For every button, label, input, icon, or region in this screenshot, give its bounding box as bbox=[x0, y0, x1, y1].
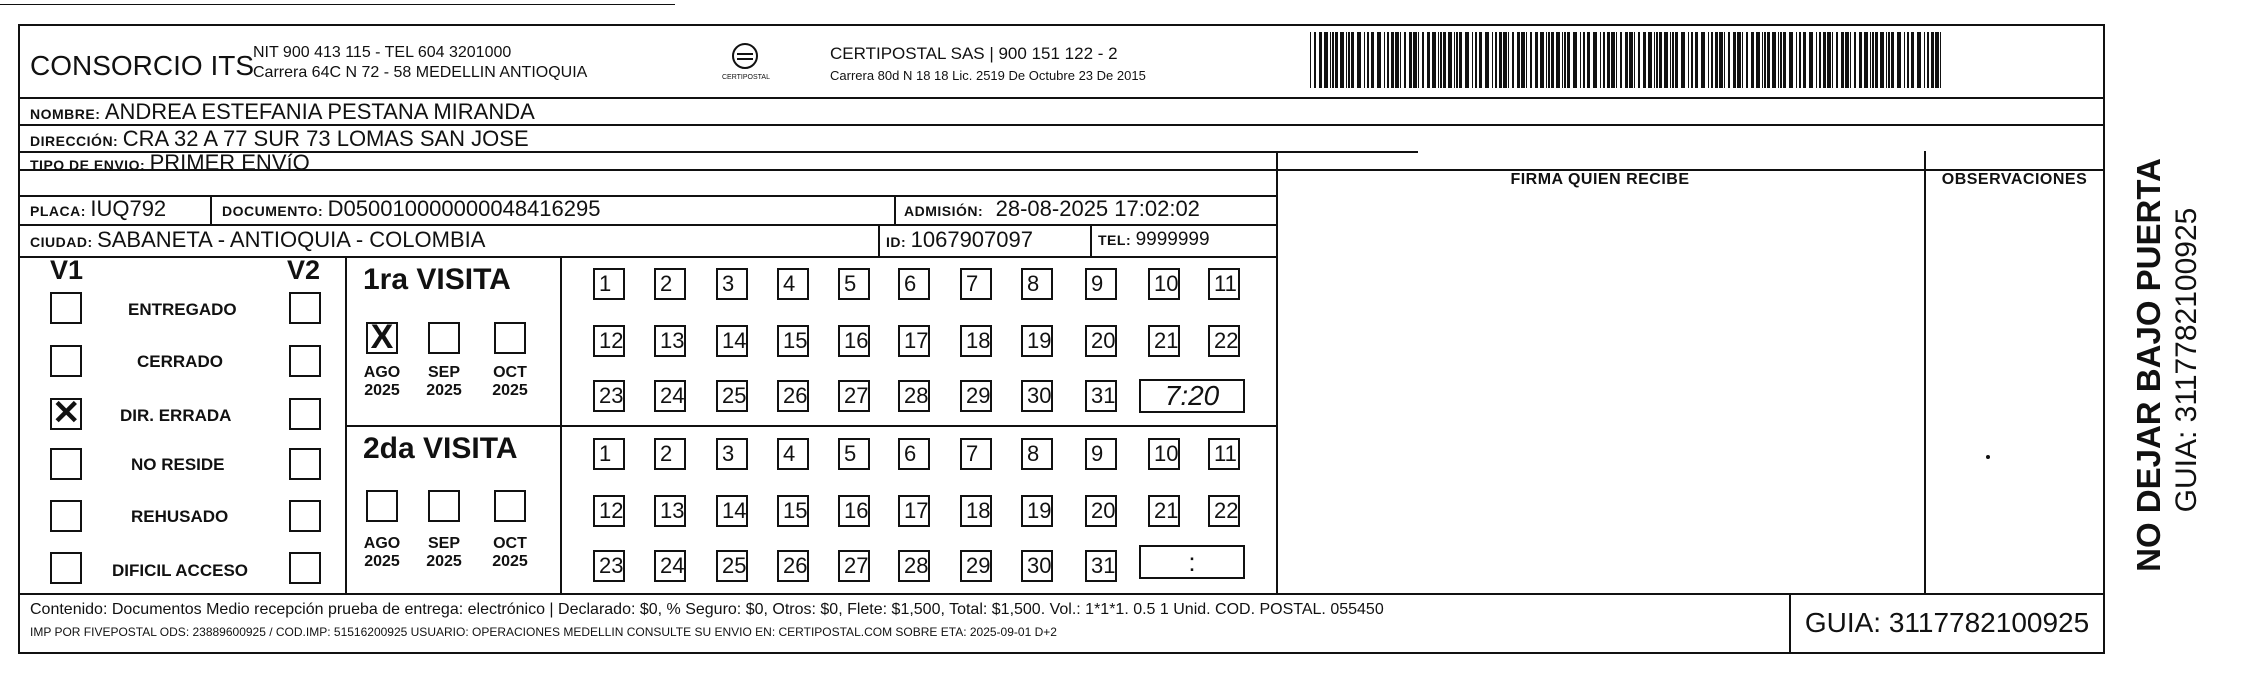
documento-label: DOCUMENTO: bbox=[222, 203, 324, 219]
v2-no-reside-checkbox[interactable] bbox=[289, 448, 321, 480]
v2-cerrado-checkbox[interactable] bbox=[289, 345, 321, 377]
day-box[interactable]: 9 bbox=[1085, 268, 1117, 300]
day-box[interactable]: 18 bbox=[960, 325, 992, 357]
day-box[interactable]: 21 bbox=[1148, 495, 1180, 527]
barcode bbox=[1310, 32, 1942, 88]
tel-value: 9999999 bbox=[1135, 229, 1210, 250]
second-visit-sep-checkbox[interactable] bbox=[428, 490, 460, 522]
v2-label: V2 bbox=[287, 255, 321, 285]
day-box[interactable]: 20 bbox=[1085, 325, 1117, 357]
tel-label: TEL: bbox=[1098, 232, 1132, 248]
footer-line bbox=[18, 593, 2105, 595]
day-box[interactable]: 23 bbox=[593, 550, 625, 582]
v2-rehusado-checkbox[interactable] bbox=[289, 500, 321, 532]
first-visit-month-ago: AGO 2025 bbox=[363, 364, 401, 399]
documento-value: D050010000000048416295 bbox=[327, 196, 601, 221]
first-visit-oct-checkbox[interactable] bbox=[494, 322, 526, 354]
day-box[interactable]: 13 bbox=[654, 325, 686, 357]
row-line bbox=[18, 256, 1278, 258]
day-box[interactable]: 13 bbox=[654, 495, 686, 527]
second-visit-time-field[interactable]: : bbox=[1139, 545, 1245, 579]
company-name: CONSORCIO ITS bbox=[30, 50, 255, 81]
day-box[interactable]: 4 bbox=[777, 438, 809, 470]
day-box[interactable]: 4 bbox=[777, 268, 809, 300]
day-box[interactable]: 15 bbox=[777, 325, 809, 357]
v1-dificil-acceso-checkbox[interactable] bbox=[50, 552, 82, 584]
ciudad-label: CIUDAD: bbox=[30, 234, 93, 250]
nit-line: NIT 900 413 115 - TEL 604 3201000 bbox=[253, 44, 512, 61]
visit-divider bbox=[345, 425, 1278, 427]
day-box[interactable]: 29 bbox=[960, 380, 992, 412]
day-box[interactable]: 2 bbox=[654, 268, 686, 300]
day-box[interactable]: 9 bbox=[1085, 438, 1117, 470]
second-visit-month-ago: AGO 2025 bbox=[363, 535, 401, 570]
day-box[interactable]: 11 bbox=[1208, 438, 1240, 470]
firma-divider bbox=[1276, 151, 1278, 593]
logo-text: CERTIPOSTAL bbox=[722, 74, 770, 81]
status-divider bbox=[345, 256, 347, 593]
direccion-value: CRA 32 A 77 SUR 73 LOMAS SAN JOSE bbox=[122, 126, 529, 151]
v1-entregado-checkbox[interactable] bbox=[50, 292, 82, 324]
status-dificil-acceso: DIFICIL ACCESO bbox=[112, 561, 249, 580]
day-box[interactable]: 2 bbox=[654, 438, 686, 470]
nombre-field bbox=[30, 99, 535, 125]
observaciones-dot bbox=[1986, 455, 1990, 459]
day-box[interactable]: 20 bbox=[1085, 495, 1117, 527]
day-box[interactable]: 29 bbox=[960, 550, 992, 582]
day-box[interactable]: 19 bbox=[1021, 495, 1053, 527]
admision-label: ADMISIÓN: bbox=[904, 203, 984, 219]
day-box[interactable]: 31 bbox=[1085, 550, 1117, 582]
observaciones-divider bbox=[1924, 151, 1926, 593]
day-box[interactable]: 3 bbox=[716, 438, 748, 470]
right-edge-line bbox=[2103, 97, 2105, 654]
day-box[interactable]: 22 bbox=[1208, 495, 1240, 527]
day-box[interactable]: 18 bbox=[960, 495, 992, 527]
certipostal-line2: Carrera 80d N 18 18 Lic. 2519 De Octubre 23 De 2015 bbox=[830, 68, 1146, 83]
footer-guia: GUIA: 3117782100925 bbox=[1804, 607, 2090, 638]
day-box[interactable]: 16 bbox=[838, 495, 870, 527]
ciudad-field bbox=[30, 227, 485, 253]
placa-field bbox=[30, 196, 166, 222]
admision-field bbox=[904, 196, 1200, 222]
day-box[interactable]: 23 bbox=[593, 380, 625, 412]
status-cerrado: CERRADO bbox=[137, 352, 223, 371]
second-visit-oct-checkbox[interactable] bbox=[494, 490, 526, 522]
day-box[interactable]: 27 bbox=[838, 550, 870, 582]
row-line bbox=[18, 224, 1278, 226]
first-visit-month-sep: SEP 2025 bbox=[426, 364, 462, 399]
placa-label: PLACA: bbox=[30, 203, 86, 219]
day-box[interactable]: 16 bbox=[838, 325, 870, 357]
day-box[interactable]: 1 bbox=[593, 268, 625, 300]
id-label: ID: bbox=[886, 234, 907, 250]
day-box[interactable]: 6 bbox=[898, 438, 930, 470]
day-box[interactable]: 28 bbox=[898, 550, 930, 582]
admision-value: 28-08-2025 17:02:02 bbox=[995, 196, 1200, 221]
first-visit-sep-checkbox[interactable] bbox=[428, 322, 460, 354]
v2-dir-errada-checkbox[interactable] bbox=[289, 398, 321, 430]
certipostal-line1: CERTIPOSTAL SAS | 900 151 122 - 2 bbox=[830, 44, 1118, 63]
tel-field bbox=[1098, 229, 1210, 251]
day-box[interactable]: 24 bbox=[654, 550, 686, 582]
ciudad-value: SABANETA - ANTIOQUIA - COLOMBIA bbox=[97, 227, 486, 252]
v1-no-reside-checkbox[interactable] bbox=[50, 448, 82, 480]
day-box[interactable]: 26 bbox=[777, 550, 809, 582]
documento-field bbox=[222, 196, 600, 222]
day-box[interactable]: 7 bbox=[960, 438, 992, 470]
day-box[interactable]: 11 bbox=[1208, 268, 1240, 300]
tipo-envio-value: PRIMER ENVíO bbox=[149, 150, 310, 175]
day-box[interactable]: 14 bbox=[716, 495, 748, 527]
day-box[interactable]: 21 bbox=[1148, 325, 1180, 357]
v2-dificil-acceso-checkbox[interactable] bbox=[289, 552, 321, 584]
direccion-field bbox=[30, 126, 529, 152]
month-divider bbox=[560, 256, 562, 593]
first-visit-time-field[interactable]: 7:20 bbox=[1139, 379, 1245, 413]
status-dir-errada: DIR. ERRADA bbox=[120, 406, 232, 425]
placa-value: IUQ792 bbox=[90, 196, 167, 221]
top-edge-line bbox=[0, 4, 675, 5]
day-box[interactable]: 7 bbox=[960, 268, 992, 300]
footer-print-line: IMP POR FIVEPOSTAL ODS: 23889600925 / COD.IMP: 51516200925 USUARIO: OPERACIONES MEDELLIN CONSULTE SU ENVIO EN: CERTIPOSTAL.COM SOBRE ETA: 2025-09-01 D+2 bbox=[30, 625, 1057, 639]
day-box[interactable]: 10 bbox=[1148, 268, 1180, 300]
day-box[interactable]: 5 bbox=[838, 268, 870, 300]
day-box[interactable]: 12 bbox=[593, 325, 625, 357]
day-box[interactable]: 26 bbox=[777, 380, 809, 412]
first-visit-title: 1ra VISITA bbox=[363, 263, 511, 296]
day-box[interactable]: 10 bbox=[1148, 438, 1180, 470]
day-box[interactable]: 19 bbox=[1021, 325, 1053, 357]
v2-entregado-checkbox[interactable] bbox=[289, 292, 321, 324]
day-box[interactable]: 30 bbox=[1021, 550, 1053, 582]
second-visit-title: 2da VISITA bbox=[363, 432, 518, 465]
no-dejar-bajo-puerta-warning: NO DEJAR BAJO PUERTA bbox=[2130, 158, 2167, 572]
day-box[interactable]: 17 bbox=[898, 325, 930, 357]
day-box[interactable]: 24 bbox=[654, 380, 686, 412]
day-box[interactable]: 27 bbox=[838, 380, 870, 412]
footer-content-line: Contenido: Documentos Medio recepción prueba de entrega: electrónico | Declarado: $0, % Seguro: $0, Otros: $0, Flete: $1,500, Total: $1,500. Vol.: 1*1*1. 0.5 1 Unid. COD. POSTAL. 055450 bbox=[30, 601, 1384, 618]
firma-header: FIRMA QUIEN RECIBE bbox=[1510, 171, 1690, 188]
tipo-envio-label: TIPO DE ENVIO: bbox=[30, 157, 146, 173]
company-address: Carrera 64C N 72 - 58 MEDELLIN ANTIOQUIA bbox=[253, 64, 588, 81]
observaciones-header: OBSERVACIONES bbox=[1941, 171, 2088, 188]
status-entregado: ENTREGADO bbox=[128, 300, 237, 319]
status-rehusado: REHUSADO bbox=[131, 507, 229, 526]
first-visit-month-oct: OCT 2025 bbox=[492, 364, 528, 399]
id-field bbox=[886, 227, 1033, 253]
day-box[interactable]: 14 bbox=[716, 325, 748, 357]
day-box[interactable]: 30 bbox=[1021, 380, 1053, 412]
status-no-reside: NO RESIDE bbox=[131, 455, 225, 474]
day-box[interactable]: 3 bbox=[716, 268, 748, 300]
day-box[interactable]: 12 bbox=[593, 495, 625, 527]
second-visit-ago-checkbox[interactable] bbox=[366, 490, 398, 522]
direccion-label: DIRECCIÓN: bbox=[30, 133, 119, 149]
day-box[interactable]: 22 bbox=[1208, 325, 1240, 357]
day-box[interactable]: 28 bbox=[898, 380, 930, 412]
day-box[interactable]: 17 bbox=[898, 495, 930, 527]
v1-dir-errada-checkbox[interactable]: ✕ bbox=[52, 394, 81, 432]
day-box[interactable]: 25 bbox=[716, 380, 748, 412]
side-guia: GUIA: 3117782100925 bbox=[2170, 207, 2203, 513]
day-box[interactable]: 5 bbox=[838, 438, 870, 470]
day-box[interactable]: 25 bbox=[716, 550, 748, 582]
day-box[interactable]: 1 bbox=[593, 438, 625, 470]
id-value: 1067907097 bbox=[910, 227, 1033, 252]
v1-label: V1 bbox=[50, 255, 84, 285]
v1-rehusado-checkbox[interactable] bbox=[50, 500, 82, 532]
day-box[interactable]: 31 bbox=[1085, 380, 1117, 412]
nombre-value: ANDREA ESTEFANIA PESTANA MIRANDA bbox=[104, 99, 535, 124]
nombre-label: NOMBRE: bbox=[30, 106, 101, 122]
first-visit-ago-checkbox[interactable]: X bbox=[366, 322, 398, 354]
second-visit-month-oct: OCT 2025 bbox=[492, 535, 528, 570]
day-box[interactable]: 6 bbox=[898, 268, 930, 300]
day-box[interactable]: 8 bbox=[1021, 268, 1053, 300]
second-visit-month-sep: SEP 2025 bbox=[426, 535, 462, 570]
day-box[interactable]: 15 bbox=[777, 495, 809, 527]
day-box[interactable]: 8 bbox=[1021, 438, 1053, 470]
v1-cerrado-checkbox[interactable] bbox=[50, 345, 82, 377]
tipo-envio-field bbox=[30, 150, 310, 176]
